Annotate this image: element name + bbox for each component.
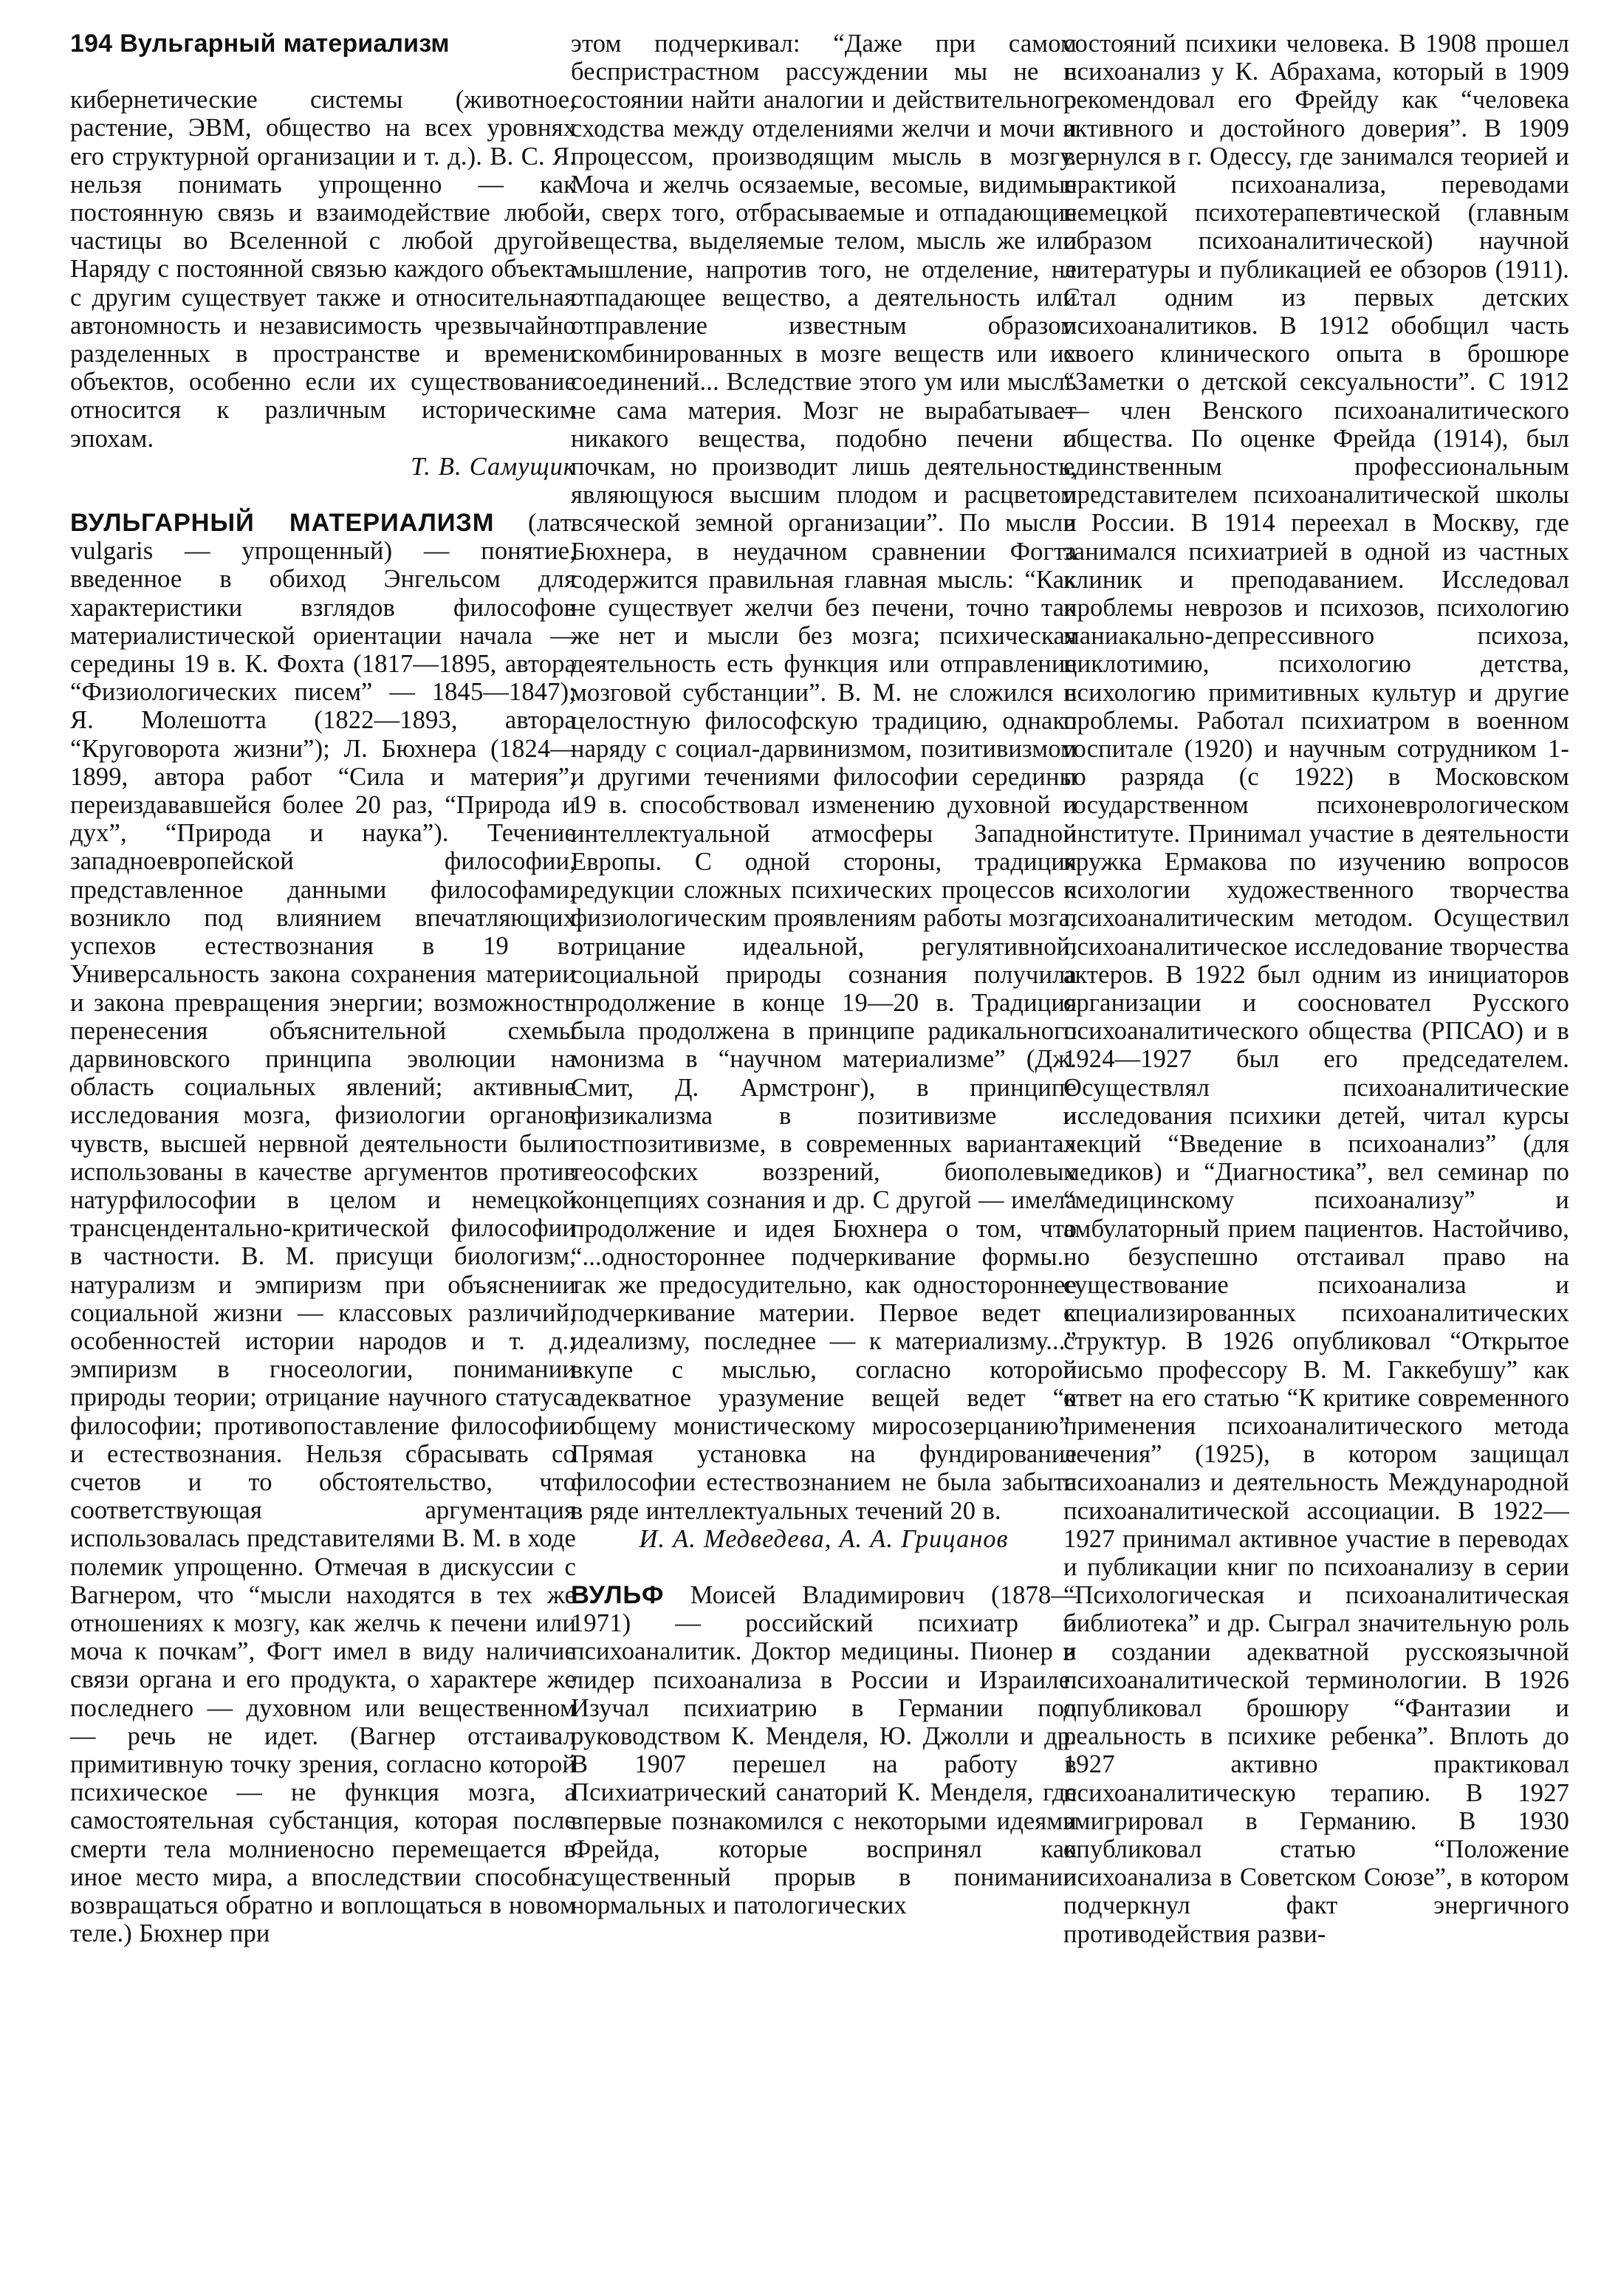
column-1 — [70, 30, 576, 1947]
intro-author: Т. В. Самущик — [411, 452, 576, 481]
running-head-title: Вульгарный материализм — [120, 30, 450, 58]
entry-headword: ВУЛЬГАРНЫЙ МАТЕРИАЛИЗМ — [70, 509, 495, 538]
page-number: 194 — [70, 30, 113, 58]
entry-text: (лат. vulgaris — упрощенный) — понятие, введенное в обиход Энгельсом для характеристики взглядов философов материалистической ориентации начала — середины 19 в. К. Фохта (1817—1895, автора “Физиологических писем” — 1845—1847); Я. Молешотта (1822—1893, автора “Круговорота жизни”); Л. Бюхнера (1824—1899, автора работ “Сила и материя”, переиздававшейся более 20 раз, “Природа и дух”, “Природа и наука”). Течение западноевропейской философии, представленное данными философами, возникло под влиянием впечатляющих успехов естествознания в 19 в. Универсальность закона сохранения материи и закона превращения энергии; возможность перенесения объяснительной схемы дарвиновского принципа эволюции на область социальных явлений; активные исследования мозга, физиологии органов чувств, высшей нервной деятельности были использованы в качестве аргументов против натурфилософии в целом и немецкой трансцендентально-критической философии в частности. В. М. присущи биологизм, натурализм и эмпиризм при объяснении социальной жизни — классовых различий, особенностей истории народов и т. д.; эмпиризм в гносеологии, понимании природы теории; отрицание научного статуса философии; противопоставление философии и естествознания. Нельзя сбрасывать со счетов и то обстоятельство, что соответствующая аргументация использовалась представителями В. М. в ходе полемик упрощенно. Отмечая в дискуссии с Вагнером, что “мысли находятся в тех же отношениях к мозгу, как желчь к печени или моча к почкам”, Фогт имел в виду наличие связи органа и его продукта, о характере же последнего — духовном или вещественном — речь не идет. (Вагнер отстаивал примитивную точку зрения, согласно которой психическое — не функция мозга, а самостоятельная субстанция, которая после смерти тела молниеносно перемещается в иное место мира, а впоследствии способна возвращаться обратно и воплощаться в новом теле.) Бюхнер при — [70, 509, 576, 1948]
continuation-paragraph: этом подчеркивал: “Даже при самом беспристрастном рассуждении мы не в состоянии найти аналогии и действительного сходства между отделениями желчи и мочи и процессом, производящим мысль в мозгу. Моча и желчь осязаемые, весомые, видимые и, сверх того, отбрасываемые и отпадающие вещества, выделяемые телом, мысль же или мышление, напротив того, не отделение, не отпадающее вещество, а деятельность или отправление известным образом скомбинированных в мозге веществ или их соединений... Вследствие этого ум или мысль не сама материя. Мозг не вырабатывает никакого вещества, подобно печени и почкам, но производит лишь деятельность, являющуюся высшим плодом и расцветом всяческой земной организации”. По мысли Бюхнера, в неудачном сравнении Фогта содержится правильная главная мысль: “Как не существует желчи без печени, точно так же нет и мысли без мозга; психическая деятельность есть функция или отправление мозговой субстанции”. В. М. не сложился в целостную философскую традицию, однако наряду с социал-дарвинизмом, позитивизмом и другими течениями философии середины 19 в. способствовал изменению духовной и интеллектуальной атмосферы Западной Европы. С одной стороны, традиция редукции сложных психических процессов к физиологическим проявлениям работы мозга, отрицание идеальной, регулятивной, социальной природы сознания получила продолжение в конце 19—20 в. Традиция была продолжена в принципе радикального монизма в “научном материализме” (Дж. Смит, Д. Армстронг), в принципе физикализма в позитивизме и постпозитивизме, в современных вариантах теософских воззрений, биополевых концепциях сознания и др. С другой — имела продолжение и идея Бюхнера о том, что “...одностороннее подчеркивание формы... так же предосудительно, как одностороннее подчеркивание материи. Первое ведет к идеализму, последнее — к материализму...” вкупе с мыслью, согласно которой адекватное уразумение вещей ведет “к общему монистическому миросозерцанию”. Прямая установка на фундирование философии естествознанием не была забыта в ряде интеллектуальных течений 20 в. — [571, 30, 1077, 1525]
continuation-paragraph: состояний психики человека. В 1908 прошел психоанализ у К. Абрахама, который в 1909 рекомендовал его Фрейду как “человека активного и достойного доверия”. В 1909 вернулся в г. Одессу, где занимался теорией и практикой психоанализа, переводами немецкой психотерапевтической (главным образом психоаналитической) научной литературы и публикацией ее обзоров (1911). Стал одним из первых детских психоаналитиков. В 1912 обобщил часть своего клинического опыта в брошюре “Заметки о детской сексуальности”. С 1912 — член Венского психоаналитического общества. По оценке Фрейда (1914), был единственным профессиональным представителем психоаналитической школы в России. В 1914 переехал в Москву, где занимался психиатрией в одной из частных клиник и преподаванием. Исследовал проблемы неврозов и психозов, психологию маниакально-депрессивного психоза, циклотимию, психологию детства, психологию примитивных культур и другие проблемы. Работал психиатром в военном госпитале (1920) и научным сотрудником 1-го разряда (с 1922) в Московском государственном психоневрологическом институте. Принимал участие в деятельности кружка Ермакова по изучению вопросов психологии художественного творчества психоаналитическим методом. Осуществил психоаналитическое исследование творчества актеров. В 1922 был одним из инициаторов организации и соосновател Русского психоаналитического общества (РПСАО) и в 1924—1927 был его председателем. Осуществлял психоаналитические исследования психики детей, читал курсы лекций “Введение в психоанализ” (для медиков) и “Диагностика”, вел семинар по “медицинскому психоанализу” и амбулаторный прием пациентов. Настойчиво, но безуспешно отстаивал право на существование психоанализа и специализированных психоаналитических структур. В 1926 опубликовал “Открытое письмо профессору В. М. Гаккебушу” как ответ на его статью “К критике современного применения психоаналитического метода лечения” (1925), в котором защищал психоанализ и деятельность Международной психоаналитической ассоциации. В 1922—1927 принимал активное участие в переводах и публикации книг по психоанализу в серии “Психологическая и психоаналитическая библиотека” и др. Сыграл значительную роль в создании адекватной русскоязычной психоаналитической терминологии. В 1926 опубликовал брошюру “Фантазии и реальность в психике ребенка”. Вплоть до 1927 активно практиковал психоаналитическую терапию. В 1927 эмигрировал в Германию. В 1930 опубликовал статью “Положение психоанализа в Советском Союзе”, в котором подчеркнул факт энергичного противодействия разви- — [1063, 30, 1569, 1948]
column-2 — [571, 30, 1077, 1919]
intro-paragraph: кибернетические системы (животное, растение, ЭВМ, общество на всех уровнях его структурной организации и т. д.). В. С. Я. нельзя понимать упрощенно — как постоянную связь и взаимодействие любой частицы во Вселенной с любой другой. Наряду с постоянной связью каждого объекта с другим существует также и относительная автономность и независимость чрезвычайно разделенных в пространстве и времени объектов, особенно если их существование относится к различным историческим эпохам. — [70, 86, 576, 453]
column-3 — [1063, 30, 1569, 1948]
entry-authors: И. А. Медведева, А. А. Грицанов — [639, 1524, 1009, 1553]
entry-wulff — [571, 1581, 1077, 1919]
running-head — [70, 30, 576, 58]
entry-vulgar-materialism — [70, 509, 576, 1947]
entry-headword: ВУЛЬФ — [571, 1580, 665, 1609]
entry-text: Моисей Владимирович (1878—1971) — российский психиатр и психоаналитик. Доктор медицины. Пионер и лидер психоанализа в России и Израиле. Изучал психиатрию в Германии под руководством К. Менделя, Ю. Джолли и др. В 1907 перешел на работу в Психиатрический санаторий К. Менделя, где впервые познакомился с некоторыми идеями Фрейда, которые воспринял как существенный прорыв в понимании нормальных и патологических — [571, 1580, 1077, 1920]
